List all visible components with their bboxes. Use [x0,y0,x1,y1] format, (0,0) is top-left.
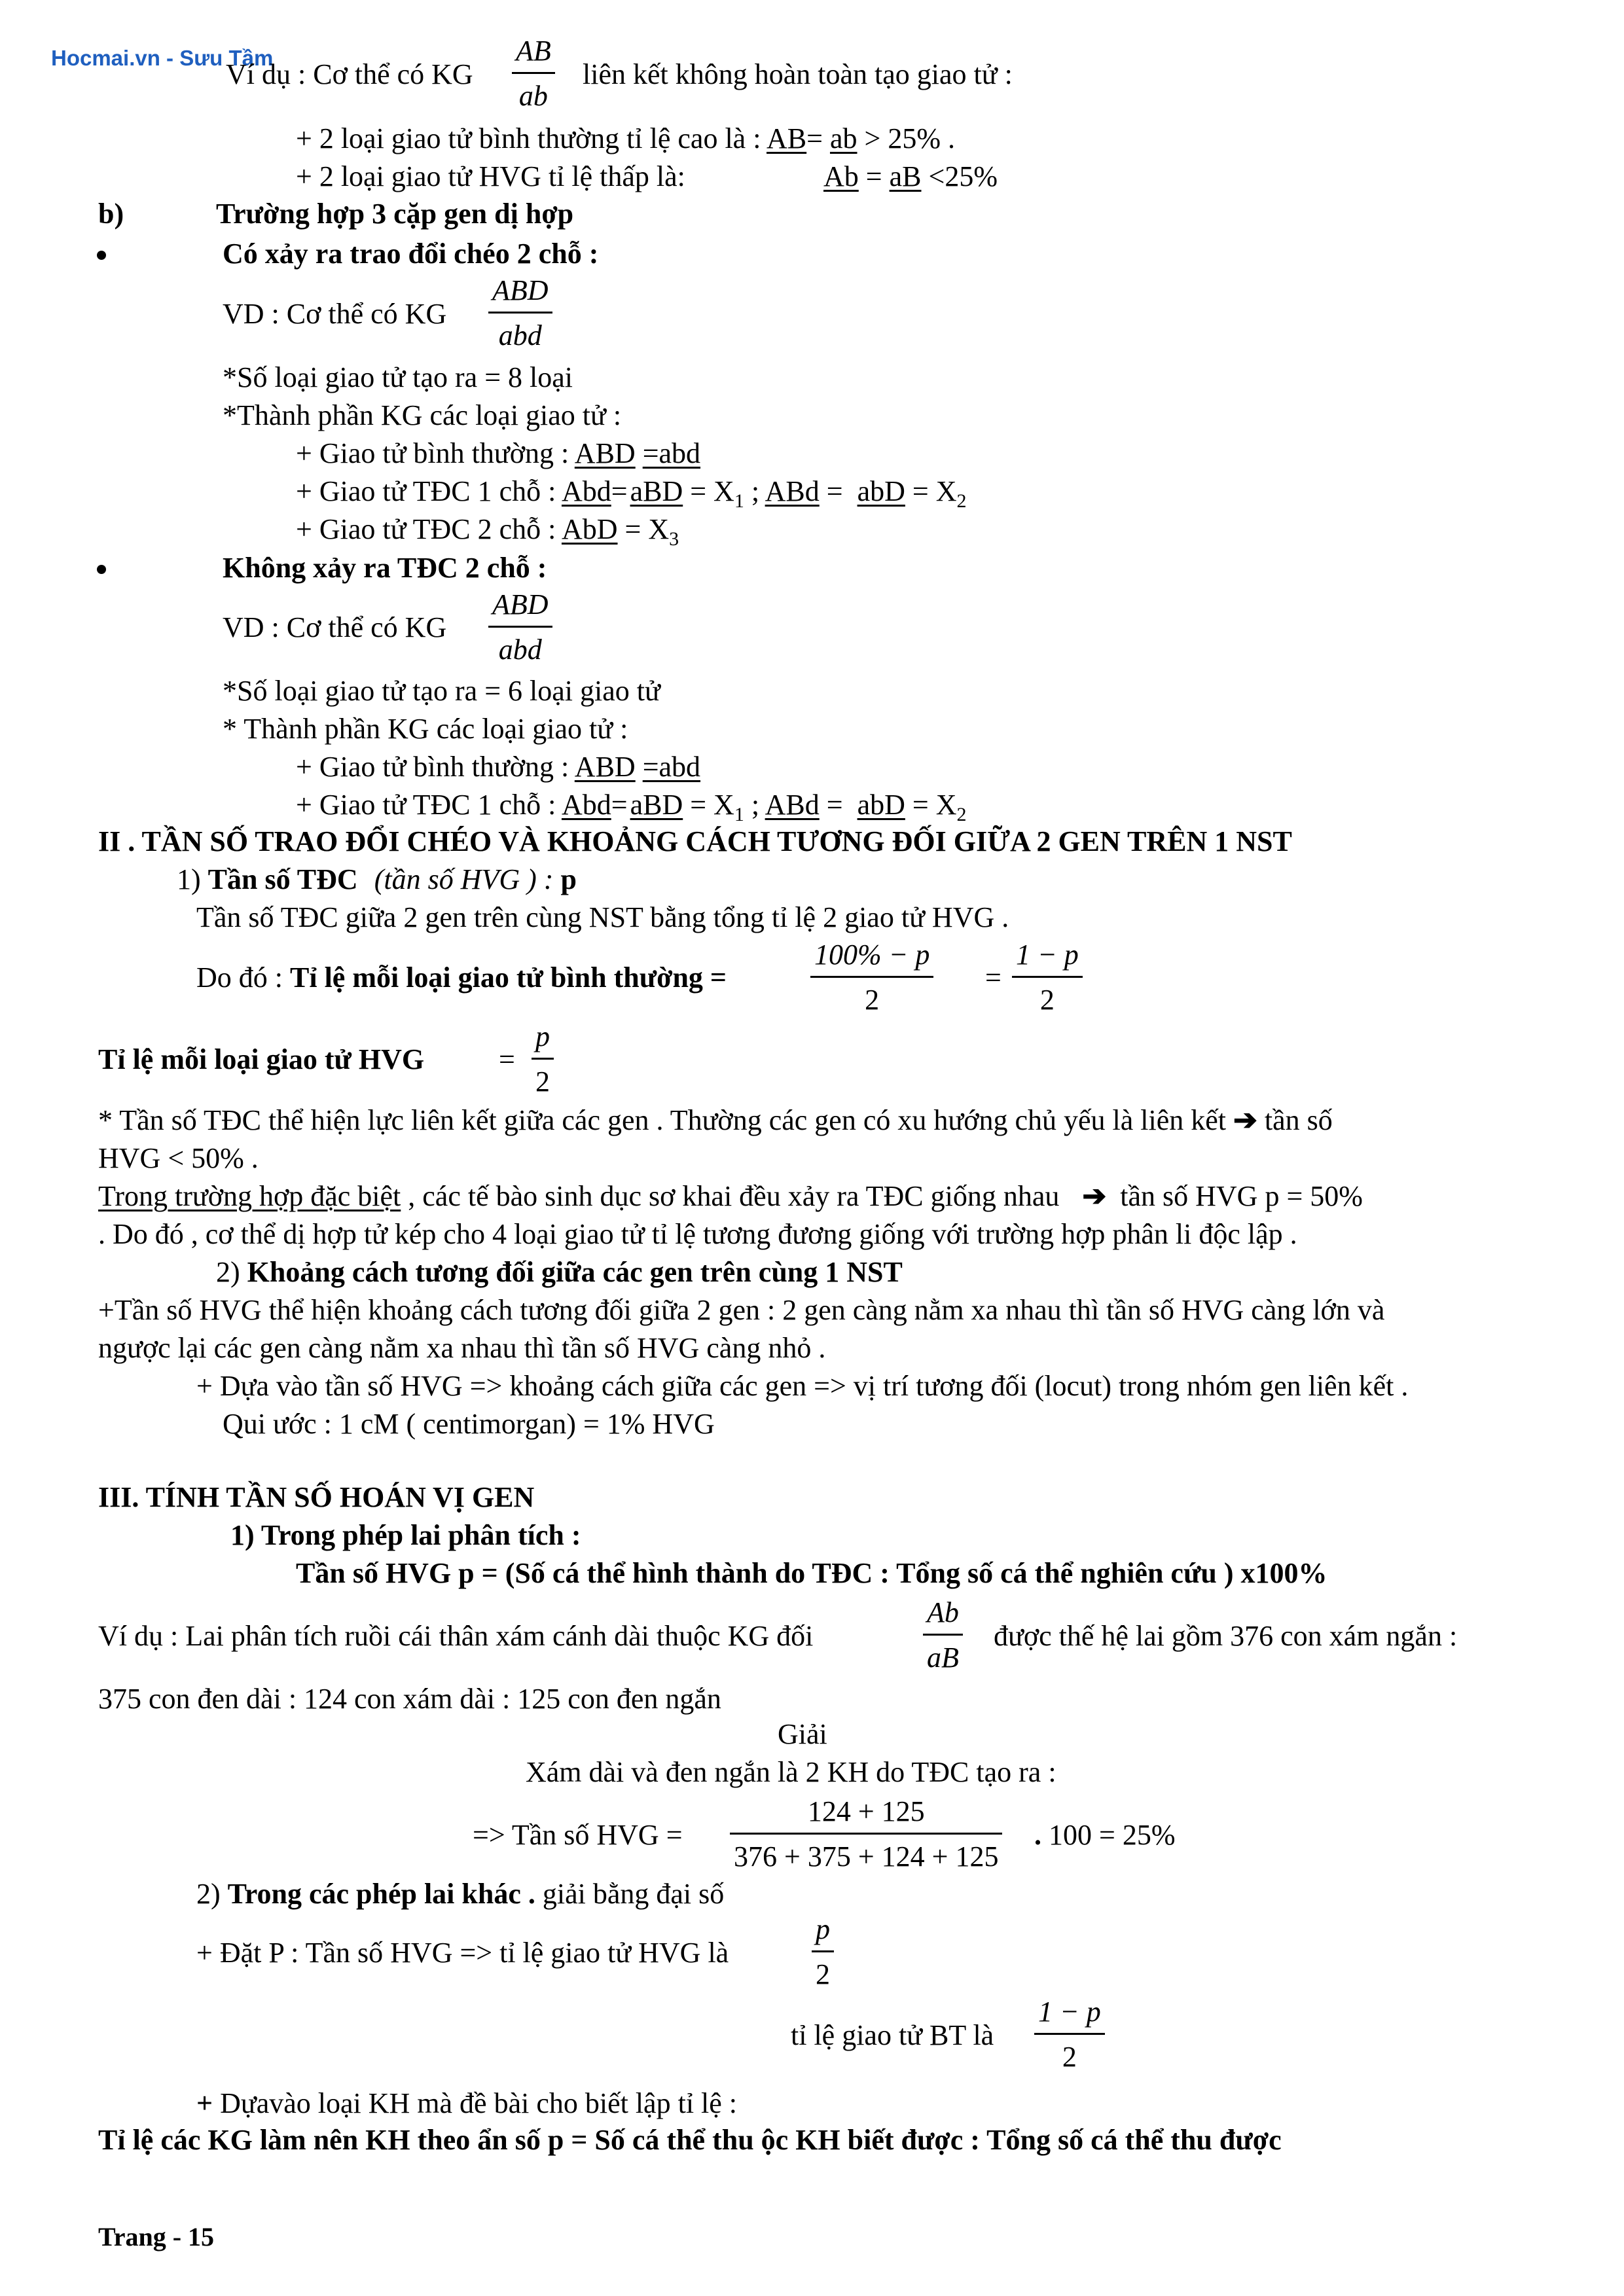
normal-ratio-line [196,963,727,992]
case1-composition: *Thành phần KG các loại giao tử : [223,399,622,431]
fraction-ABD [488,590,552,664]
fraction-numerator: ABD [492,588,549,620]
fraction-denominator: 2 [865,984,880,1016]
sub1-heading [177,865,577,894]
normal-gamete-ratio: > 25% . [864,122,955,154]
gamete-abD: abD [857,789,905,821]
bullet [97,565,106,574]
fraction-bar [810,976,933,978]
section-b-title: Trường hợp 3 cặp gen dị hợp [216,198,574,230]
x-label: = X [912,475,957,507]
sub2-number: 2) [216,1256,240,1288]
fraction-denominator: 2 [1062,2041,1077,2073]
note-line-2: HVG < 50% . [98,1142,259,1174]
gamete-aBD: aBD [630,475,683,507]
fraction-numerator: p [535,1020,550,1052]
fraction-numerator: AB [516,35,551,67]
x-subscript: 3 [669,528,679,550]
fraction-1-p-2 [1034,1998,1105,2072]
page-number: Trang - 15 [98,2222,215,2251]
x-subscript: 2 [956,490,967,512]
distance-line-1: +Tần số HVG thể hiện khoảng cách tương đối giữa 2 gen : 2 gen càng nằm xa nhau thì tần số HVG càng lớn và [98,1294,1385,1326]
fraction-bar [1034,2033,1105,2035]
sub2-bold: Khoảng cách tương đối giữa các gen trên cùng 1 NST [247,1256,903,1288]
note-text-end: tần số [1264,1104,1333,1136]
solution-line-1: Xám dài và đen ngắn là 2 KH do TĐC tạo ra : [526,1756,1056,1788]
arrow-icon: ➔ [1082,1180,1107,1212]
tdc-definition: Tần số TĐC giữa 2 gen trên cùng NST bằng tổng tỉ lệ 2 giao tử HVG . [196,901,1009,933]
tdc1-label: + Giao tử TĐC 1 chỗ : [296,789,556,821]
fraction-numerator: Ab [927,1596,959,1628]
distance-line-2: ngược lại các gen càng nằm xa nhau thì tần số HVG càng nhỏ . [98,1332,826,1364]
watermark: Hocmai.vn - Sưu Tầm [51,46,274,70]
case1-normal [296,439,700,468]
plus-sign: + [196,2087,213,2119]
fraction-denominator: 2 [816,1958,830,1990]
final-formula: Tỉ lệ các KG làm nên KH theo ẩn số p = Số cá thể thu ộc KH biết được : Tổng số cá thể thu được [98,2124,1282,2156]
gamete-ABd: ABd [765,475,820,507]
convention: Qui ước : 1 cM ( centimorgan) = 1% HVG [223,1408,715,1440]
gamete-Ab: Ab [823,160,859,192]
hvg-formula: Tần số HVG p = (Số cá thể hình thành do TĐC : Tổng số cá thể nghiên cứu ) x100% [296,1557,1327,1589]
fraction-normal-2 [1012,941,1083,1014]
note-text: * Tần số TĐC thể hiện lực liên kết giữa các gen . Thường các gen có xu hướng chủ yếu là liên kết [98,1104,1227,1136]
gamete-ABD: ABD [574,751,636,783]
equals: = [499,1043,515,1075]
set-p-line: + Đặt P : Tần số HVG => tỉ lệ giao tử HVG là [196,1937,729,1969]
x-subscript: 1 [734,804,744,825]
fraction-denominator: ab [518,80,548,112]
fraction-bar [812,1950,834,1952]
case2-normal [296,753,700,781]
fraction-denominator: 2 [535,1066,550,1098]
note-line-1 [98,1106,1333,1135]
fraction-bar [923,1634,963,1636]
special-case-line [98,1182,1363,1211]
fraction-numerator: p [816,1913,830,1945]
equals: = [865,160,882,192]
example-c: 375 con đen dài : 124 con xám dài : 125 con đen ngắn [98,1683,721,1715]
case2-heading: Không xảy ra TĐC 2 chỗ : [223,552,547,584]
gamete-AbD: AbD [561,513,618,545]
multiply-dot: . [1034,1819,1041,1851]
fraction-bar [488,626,552,628]
separator: ; [744,475,765,507]
special-case-underlined: Trong trường hợp đặc biệt [98,1180,401,1212]
distance-line-3: + Dựa vào tần số HVG => khoảng cách giữa các gen => vị trí tương đối (locut) trong nhóm gen liên kết . [196,1370,1409,1402]
fraction-ABD [488,276,552,350]
section-2-title: II . TẦN SỐ TRAO ĐỔI CHÉO VÀ KHOẢNG CÁCH TƯƠNG ĐỐI GIỮA 2 GEN TRÊN 1 NST [98,825,1292,857]
example-text-end: liên kết không hoàn toàn tạo giao tử : [583,58,1013,90]
hvg-gamete-line [296,162,685,191]
normal-gamete-line [296,124,955,153]
do-do-label: Do đó : [196,961,283,994]
x-label: = X [690,789,734,821]
gamete-ABd: ABd [765,789,820,821]
fraction-p-2 [812,1915,834,1989]
normal-label: + Giao tử bình thường : [296,437,569,469]
section-3-title: III. TÍNH TẦN SỐ HOÁN VỊ GEN [98,1481,535,1513]
fraction-denominator: 376 + 375 + 124 + 125 [734,1840,999,1873]
hvg-gamete-values [823,162,998,191]
sub2-bold: Trong các phép lai khác . [227,1878,535,1910]
special-case-line-2: . Do đó , cơ thể dị hợp tử kép cho 4 loại giao tử tỉ lệ tương đương giống với trường hợp phân li độc lập . [98,1218,1297,1250]
fraction-bar [730,1833,1002,1835]
case2-tdc1 [296,791,966,825]
gamete-ABD: ABD [574,437,636,469]
gamete-ab: ab [829,122,857,154]
case1-heading: Có xảy ra trao đổi chéo 2 chỗ : [223,238,599,270]
sub2-number: 2) [196,1878,221,1910]
gamete-abd: =abd [642,437,701,469]
fraction-bar [512,72,555,74]
x-subscript: 1 [734,490,744,512]
x-label: = X [624,513,670,545]
x-subscript: 2 [956,804,967,825]
special-case-result: tần số HVG p = 50% [1120,1180,1363,1212]
example-a: Ví dụ : Lai phân tích ruồi cái thân xám cánh dài thuộc KG đối [98,1620,814,1652]
fraction-denominator: abd [498,319,542,351]
separator: ; [744,789,765,821]
normal-ratio-label: Tỉ lệ mỗi loại giao tử bình thường = [290,961,727,994]
fraction-denominator: abd [498,634,542,666]
example-line [226,60,473,89]
bullet [97,251,106,260]
hvg-gamete-ratio: <25% [928,160,998,192]
sub1-italic: (tần số HVG ) : [374,863,554,895]
case2-composition: * Thành phần KG các loại giao tử : [223,713,628,745]
gamete-aB: aB [889,160,922,192]
case1-count: *Số loại giao tử tạo ra = 8 loại [223,361,573,393]
sub2-rest: giải bằng đại số [542,1878,725,1910]
case1-tdc1 [296,477,966,511]
normal-gamete-text: + 2 loại giao tử bình thường tỉ lệ cao là : [296,122,761,154]
section-3-sub1: 1) Trong phép lai phân tích : [230,1519,581,1551]
fraction-hvg [532,1022,554,1096]
sub1-p: p [560,863,577,895]
tdc1-label: + Giao tử TĐC 1 chỗ : [296,475,556,507]
case2-count: *Số loại giao tử tạo ra = 6 loại giao tử [223,675,660,707]
special-case-text: , các tế bào sinh dục sơ khai đều xảy ra TĐC giống nhau [408,1180,1060,1212]
fraction-bar [488,312,552,314]
section-b-label: b) [98,198,124,230]
sub1-bold: Tần số TĐC [208,863,358,895]
bt-ratio-line: tỉ lệ giao tử BT là [791,2019,994,2051]
solution-value: 100 = 25% [1049,1819,1176,1851]
case1-tdc2 [296,515,679,549]
fraction-solution [730,1797,1002,1871]
example-b: được thế hệ lai gồm 376 con xám ngắn : [994,1620,1458,1652]
equals: = [819,789,850,821]
fraction-denominator: 2 [1039,984,1055,1016]
solution-heading: Giải [778,1718,827,1750]
fraction-numerator: 1 − p [1016,939,1079,971]
fraction-numerator: 1 − p [1038,1996,1101,2028]
equals: = [806,122,823,154]
gamete-abD: abD [857,475,905,507]
fraction-ab [512,37,555,111]
gamete-AB: AB [767,122,807,154]
normal-label: + Giao tử bình thường : [296,751,569,783]
case2-vd: VD : Cơ thể có KG [223,611,447,643]
arrow-icon: ➔ [1233,1104,1257,1136]
x-label: = X [912,789,957,821]
equals: = [819,475,850,507]
equals: = [985,961,1001,994]
solution-result [1034,1821,1175,1850]
gamete-abd: =abd [642,751,701,783]
section-3-sub2 [196,1880,724,1909]
fraction-numerator: 124 + 125 [807,1795,925,1827]
gamete-aBD: aBD [630,789,683,821]
solution-line-2: => Tần số HVG = [473,1819,683,1851]
fraction-bar [532,1058,554,1060]
fraction-normal-1 [810,941,933,1014]
example-text-start: Ví dụ : Cơ thể có KG [226,58,473,90]
fraction-numerator: ABD [492,274,549,306]
fraction-denominator: aB [927,1641,959,1674]
fraction-Ab-aB [923,1598,963,1672]
x-label: = X [690,475,734,507]
fraction-numerator: 100% − p [814,939,930,971]
tdc2-label: + Giao tử TĐC 2 chỗ : [296,513,556,545]
sub2-heading [216,1258,903,1287]
based-text: Dựavào loại KH mà đề bài cho biết lập tỉ lệ : [220,2087,738,2119]
fraction-bar [1012,976,1083,978]
equals: = [611,475,628,507]
equals: = [611,789,628,821]
sub1-number: 1) [177,863,201,895]
gamete-Abd: Abd [561,789,611,821]
gamete-Abd: Abd [561,475,611,507]
hvg-ratio-label: Tỉ lệ mỗi loại giao tử HVG [98,1043,425,1075]
case1-vd: VD : Cơ thể có KG [223,298,447,330]
hvg-gamete-text: + 2 loại giao tử HVG tỉ lệ thấp là: [296,160,685,192]
based-line [196,2089,737,2118]
